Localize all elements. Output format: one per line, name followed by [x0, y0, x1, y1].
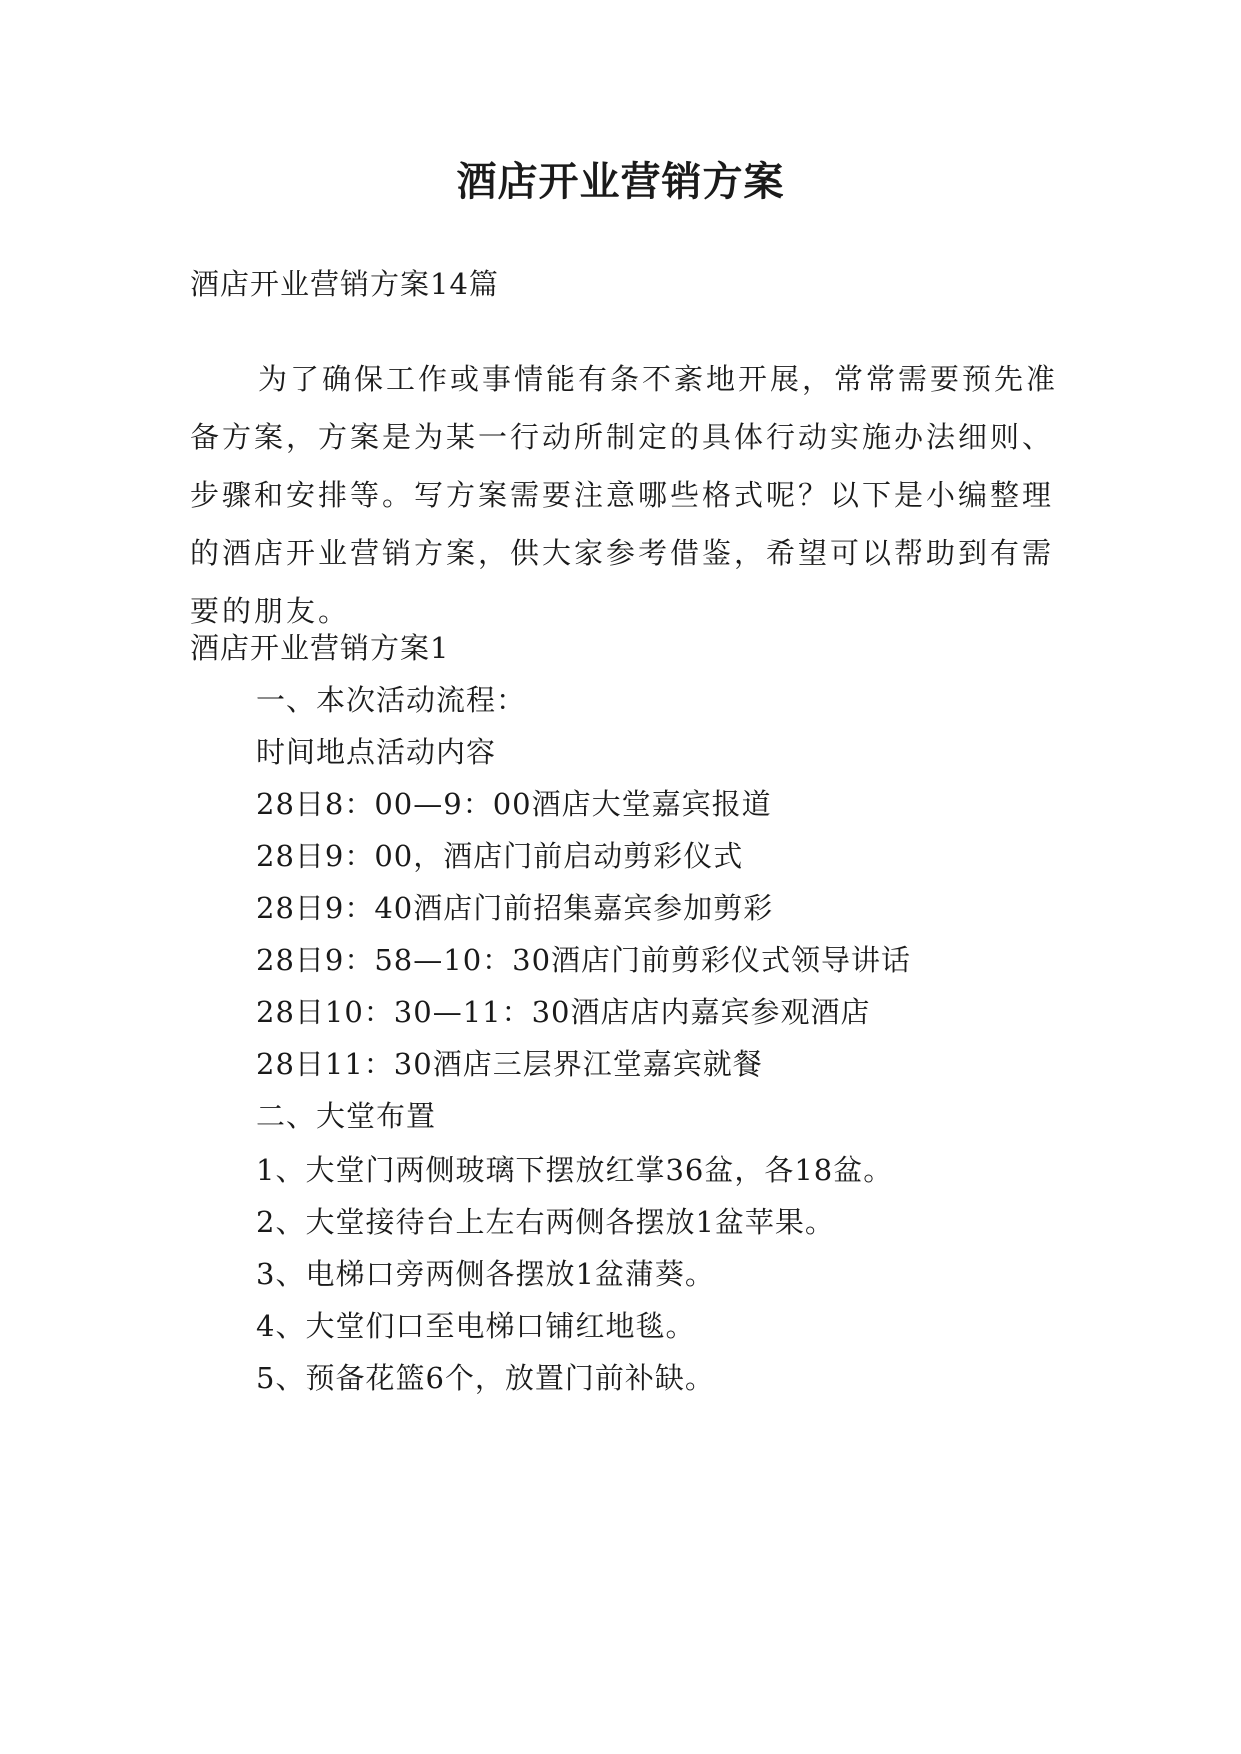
- part1-heading: 一、本次活动流程：: [256, 683, 527, 717]
- lobby-item: 3、电梯口旁两侧各摆放1盆蒲葵。: [256, 1257, 715, 1291]
- schedule-item: 28日11：30酒店三层界江堂嘉宾就餐: [256, 1047, 763, 1081]
- section-heading: 酒店开业营销方案1: [190, 631, 450, 665]
- part2-heading: 二、大堂布置: [256, 1099, 437, 1133]
- lobby-item: 1、大堂门两侧玻璃下摆放红掌36盆，各18盆。: [256, 1153, 894, 1187]
- lobby-item: 4、大堂们口至电梯口铺红地毯。: [256, 1309, 696, 1343]
- lobby-item: 2、大堂接待台上左右两侧各摆放1盆苹果。: [256, 1205, 835, 1239]
- document-subtitle: 酒店开业营销方案14篇: [190, 267, 499, 301]
- schedule-item: 28日9：00，酒店门前启动剪彩仪式: [256, 839, 744, 873]
- schedule-item: 28日9：58—10：30酒店门前剪彩仪式领导讲话: [256, 943, 912, 977]
- schedule-item: 28日8：00—9：00酒店大堂嘉宾报道: [256, 787, 772, 821]
- schedule-header: 时间地点活动内容: [256, 735, 497, 769]
- schedule-item: 28日10：30—11：30酒店店内嘉宾参观酒店: [256, 995, 871, 1029]
- schedule-item: 28日9：40酒店门前招集嘉宾参加剪彩: [256, 891, 774, 925]
- intro-paragraph: 为了确保工作或事情能有条不紊地开展，常常需要预先准备方案，方案是为某一行动所制定的具体行动实施办法细则、步骤和安排等。写方案需要注意哪些格式呢？以下是小编整理的酒店开业营销方案，供大家参考借鉴，希望可以帮助到有需要的朋友。: [190, 362, 1059, 628]
- lobby-item: 5、预备花篮6个，放置门前补缺。: [256, 1361, 715, 1395]
- document-title: 酒店开业营销方案: [456, 158, 785, 205]
